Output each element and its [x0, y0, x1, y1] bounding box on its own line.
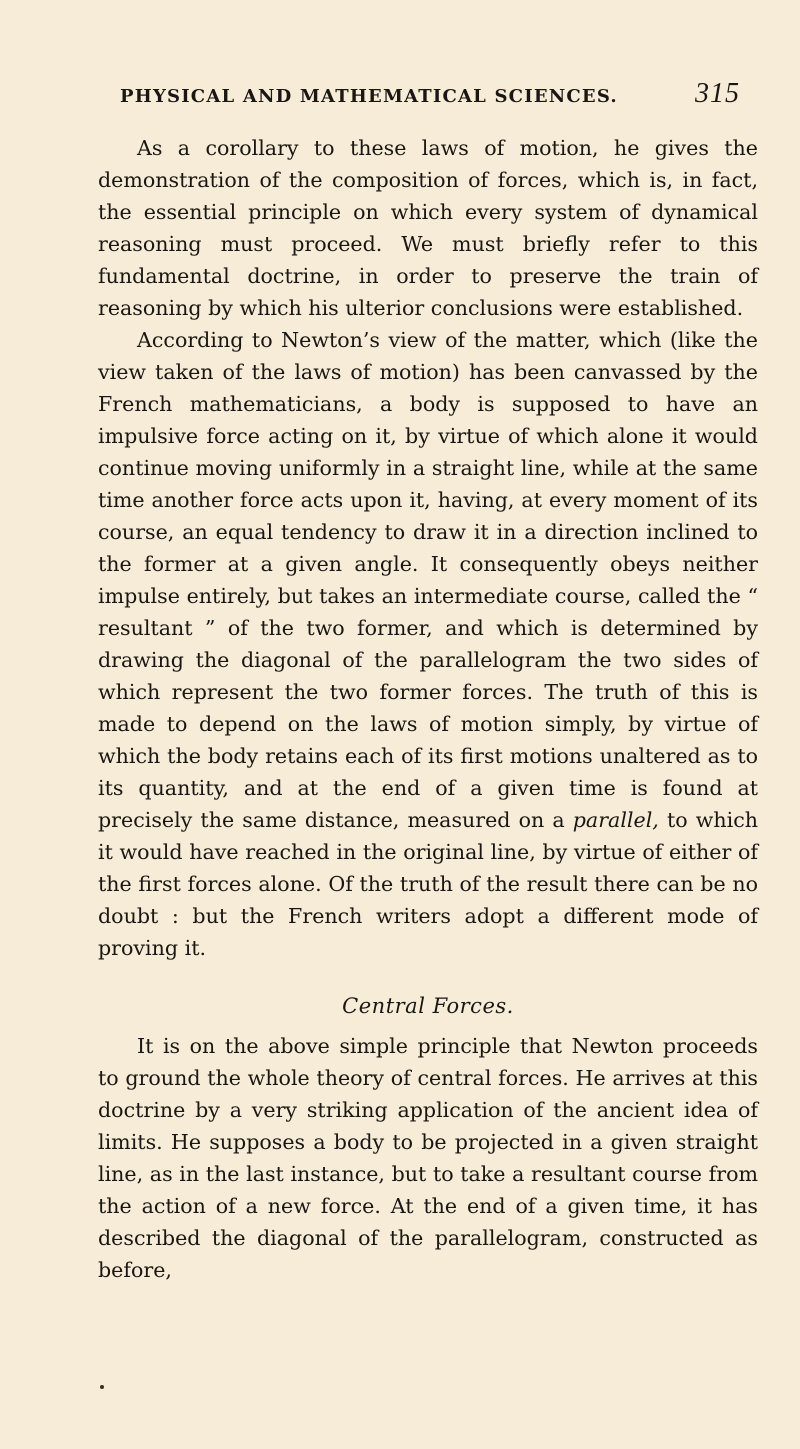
emphasis-parallel: parallel,	[572, 808, 659, 832]
body-text	[98, 132, 758, 1286]
running-title: PHYSICAL AND MATHEMATICAL SCIENCES.	[120, 86, 618, 107]
paragraph-composition-of-forces: As a corollary to these laws of motion, he gives the demonstration of the composition of forces, which is, in fact, the essential principle on which every system of dynamical reasoning must proceed. We must briefly refer to this fundamental doctrine, in order to preserve the train of reasoning by which his ulterior conclusions were established.	[98, 136, 758, 320]
section-heading-central-forces: Central Forces.	[342, 994, 514, 1018]
paragraph-text-after-emphasis: to which it would have reached in the original line, by virtue of either of the first forces alone. Of the truth of the result there can be no doubt : but the French writers adopt a different mode of proving it.	[98, 808, 758, 960]
running-head	[120, 78, 740, 116]
paragraph-central-forces: It is on the above simple principle that Newton proceeds to ground the whole theory of central forces. He arrives at this doctrine by a very striking application of the ancient idea of limits. He supposes a body to be projected in a given straight line, as in the last instance, but to take a resultant course from the action of a new force. At the end of a given time, it has described the diagonal of the parallelogram, constructed as before,	[98, 1034, 758, 1282]
ink-speck	[100, 1385, 104, 1389]
paragraph-newtons-view	[98, 324, 758, 964]
page-number: 315	[695, 78, 740, 109]
paragraph-text-before-emphasis: According to Newton’s view of the matter, which (like the view taken of the laws of motion) has been canvassed by the French mathematicians, a body is supposed to have an impulsive force acting on it, by virtue of which alone it would continue moving uniformly in a straight line, while at the same time another force acts upon it, having, at every moment of its course, an equal tendency to draw it in a direction inclined to the former at a given angle. It consequently obeys neither impulse entirely, but takes an intermediate course, called the “ resultant ” of the two former, and which is determined by drawing the diagonal of the parallelogram the two sides of which represent the two former forces. The truth of this is made to depend on the laws of motion simply, by virtue of which the body retains each of its first motions unaltered as to its quantity, and at the end of a given time is found at precisely the same distance, measured on a	[98, 328, 758, 832]
